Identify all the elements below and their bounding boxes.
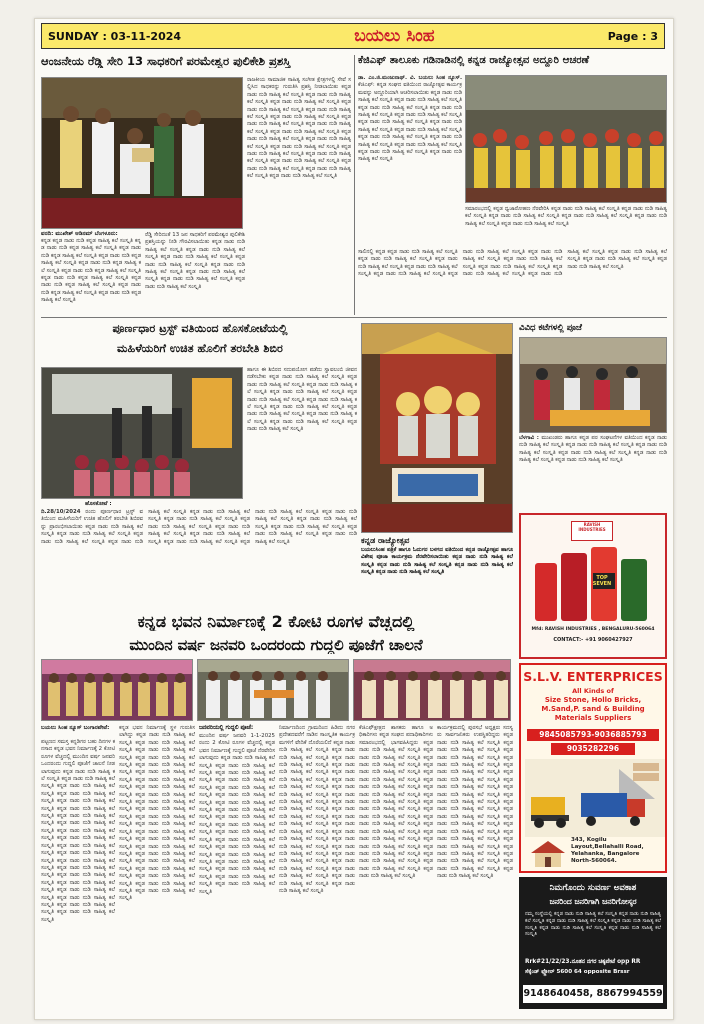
masthead: [41, 23, 665, 49]
story5-heading: ವಿವಿಧ ಕಟೆಗಳಲ್ಲಿ ಪೂಜೆ: [519, 323, 582, 333]
story2-headline: ಕೆಜಿಎಫ್ ತಾಲೂಕು ಗಡಿನಾಡಿನಲ್ಲಿ ಕನ್ನಡ ರಾಜ್ಯೋತ್ಸವ ಅದ್ದೂರಿ ಆಚರಣೆ: [358, 55, 590, 66]
story3-text-bottom: ದಿ.28/10/2024 ರಂದು ಪೂರ್ಣಧಾರ ಟ್ರಸ್ಟ್ ವತಿಯಿಂದ ಮಹಿಳೆಯರಿಗೆ ಉಚಿತ ಹೊಲಿಗೆ ತರಬೇತಿ ಶಿಬಿರವನ್ನು ಪ್ರಾರಂಭಿಸಲಾಯಿತು ಕನ್ನಡ ನಾಡು ನುಡಿ ಸಾಹಿತ್ಯ ಕಲೆ ಸಂಸ್ಕೃತಿ ಕನ್ನಡ ನಾಡು ನುಡಿ ಸಾಹಿತ್ಯ ಕಲೆ ಸಂಸ್ಕೃತಿ ಕನ್ನಡ ನಾಡು ನುಡಿ ಸಾಹಿತ್ಯ ಕಲೆ ಸಂಸ್ಕೃತಿ ಕನ್ನಡ ನಾಡು ನುಡಿ ಸಾಹಿತ್ಯ ಕಲೆ ಸಂಸ್ಕೃತಿ ಕನ್ನಡ ನಾಡು ನುಡಿ ಸಾಹಿತ್ಯ ಕಲೆ ಸಂಸ್ಕೃತಿ ಕನ್ನಡ ನಾಡು ನುಡಿ ಸಾಹಿತ್ಯ ಕಲೆ ಸಂಸ್ಕೃತಿ ಕನ್ನಡ ನಾಡು ನುಡಿ ಸಾಹಿತ್ಯ ಕಲೆ ಸಂಸ್ಕೃತಿ ಕನ್ನಡ ನಾಡು ನುಡಿ ಸಾಹಿತ್ಯ ಕಲೆ ಸಂಸ್ಕೃತಿ ಕನ್ನಡ ನಾಡು ನುಡಿ ಸಾಹಿತ್ಯ ಕಲೆ ಸಂಸ್ಕೃತಿ ಕನ್ನಡ ನಾಡು ನುಡಿ ಸಾಹಿತ್ಯ ಕಲೆ ಸಂಸ್ಕೃತಿ ಕನ್ನಡ ನಾಡು ನುಡಿ ಸಾಹಿತ್ಯ ಕಲೆ ಸಂಸ್ಕೃತಿ ಕನ್ನಡ ನಾಡು ನುಡಿ ಸಾಹಿತ್ಯ ಕಲೆ ಸಂಸ್ಕೃತಿ ಕನ್ನಡ ನಾಡು ನುಡಿ ಸಾಹಿತ್ಯ ಕಲೆ ಸಂಸ್ಕೃತಿ ಕನ್ನಡ ನಾಡು ನುಡಿ ಸಾಹಿತ್ಯ ಕಲೆ ಸಂಸ್ಕೃತಿ ಕನ್ನಡ ನಾಡು ನುಡಿ ಸಾಹಿತ್ಯ ಕಲೆ ಸಂಸ್ಕೃತಿ ಕನ್ನಡ ನಾಡು ನುಡಿ ಸಾಹಿತ್ಯ ಕಲೆ ಸಂಸ್ಕೃತಿ: [41, 509, 357, 545]
section-divider: [41, 317, 667, 318]
story1-caption: ವರದಿ: ಮುಖೇಶ್ ಆಡಿನಮ್ ಬೆಂಗಳೂರು:: [41, 231, 118, 237]
main-text-col5: ಕೆಜಿಎಫ್ಕ್ಷೇತ್ರದ ಶಾಸಕರು ಹಾಗೂ ಅಧಿಕಾರಿಗಳು ಕನ್ನಡ ಸಂಘದ ಪದಾಧಿಕಾರಿಗಳು ಸಮಾರಂಭದಲ್ಲಿ ಭಾಗವಹಿಸಿದ್ದರು ಕನ್ನಡ ನಾಡು ನುಡಿ ಸಾಹಿತ್ಯ ಕಲೆ ಸಂಸ್ಕೃತಿ ಕನ್ನಡ ನಾಡು ನುಡಿ ಸಾಹಿತ್ಯ ಕಲೆ ಸಂಸ್ಕೃತಿ ಕನ್ನಡ ನಾಡು ನುಡಿ ಸಾಹಿತ್ಯ ಕಲೆ ಸಂಸ್ಕೃತಿ ಕನ್ನಡ ನಾಡು ನುಡಿ ಸಾಹಿತ್ಯ ಕಲೆ ಸಂಸ್ಕೃತಿ ಕನ್ನಡ ನಾಡು ನುಡಿ ಸಾಹಿತ್ಯ ಕಲೆ ಸಂಸ್ಕೃತಿ ಕನ್ನಡ ನಾಡು ನುಡಿ ಸಾಹಿತ್ಯ ಕಲೆ ಸಂಸ್ಕೃತಿ ಕನ್ನಡ ನಾಡು ನುಡಿ ಸಾಹಿತ್ಯ ಕಲೆ ಸಂಸ್ಕೃತಿ ಕನ್ನಡ ನಾಡು ನುಡಿ ಸಾಹಿತ್ಯ ಕಲೆ ಸಂಸ್ಕೃತಿ ಕನ್ನಡ ನಾಡು ನುಡಿ ಸಾಹಿತ್ಯ ಕಲೆ ಸಂಸ್ಕೃತಿ ಕನ್ನಡ ನಾಡು ನುಡಿ ಸಾಹಿತ್ಯ ಕಲೆ ಸಂಸ್ಕೃತಿ ಕನ್ನಡ ನಾಡು ನುಡಿ ಸಾಹಿತ್ಯ ಕಲೆ ಸಂಸ್ಕೃತಿ ಕನ್ನಡ ನಾಡು ನುಡಿ ಸಾಹಿತ್ಯ ಕಲೆ ಸಂಸ್ಕೃತಿ ಕನ್ನಡ ನಾಡು ನುಡಿ ಸಾಹಿತ್ಯ ಕಲೆ ಸಂಸ್ಕೃತಿ ಕನ್ನಡ ನಾಡು ನುಡಿ ಸಾಹಿತ್ಯ ಕಲೆ ಸಂಸ್ಕೃತಿ ಕನ್ನಡ ನಾಡು ನುಡಿ ಸಾಹಿತ್ಯ ಕಲೆ ಸಂಸ್ಕೃತಿ ಕನ್ನಡ ನಾಡು ನುಡಿ ಸಾಹಿತ್ಯ ಕಲೆ ಸಂಸ್ಕೃತಿ ಕನ್ನಡ ನಾಡು ನುಡಿ ಸಾಹಿತ್ಯ ಕಲೆ ಸಂಸ್ಕೃತಿ ಕನ್ನಡ ನಾಡು ನುಡಿ ಸಾಹಿತ್ಯ ಕಲೆ ಸಂಸ್ಕೃತಿ: [359, 725, 433, 880]
main-headline-line2: ಮುಂದಿನ ವರ್ಷ ಜನವರಿ ಒಂದರಂದು ಗುದ್ದಲಿ ಪೂಜೆಗೆ ಚಾಲನೆ: [129, 637, 423, 654]
classified-phones: 9148640458, 8867994559: [523, 985, 663, 1003]
ravish-logo: RAVISH INDUSTRIES: [571, 521, 613, 541]
story4-heading: ಕನ್ನಡ ರಾಜ್ಯೋತ್ಸವ: [361, 536, 410, 545]
story1-text-col1: ಕನ್ನಡ ಕನ್ನಡ ನಾಡು ನುಡಿ ಕನ್ನಡ ಸಾಹಿತ್ಯ ಕಲೆ ಸಂಸ್ಕೃತಿ ಕನ್ನಡ ನಾಡು ನುಡಿ ಕನ್ನಡ ಸಾಹಿತ್ಯ ಕಲೆ ಸಂಸ್ಕೃತಿ ಕನ್ನಡ ನಾಡು ನುಡಿ ಕನ್ನಡ ಸಾಹಿತ್ಯ ಕಲೆ ಸಂಸ್ಕೃತಿ ಕನ್ನಡ ನಾಡು ನುಡಿ ಕನ್ನಡ ಸಾಹಿತ್ಯ ಕಲೆ ಸಂಸ್ಕೃತಿ ಕನ್ನಡ ನಾಡು ನುಡಿ ಕನ್ನಡ ಸಾಹಿತ್ಯ ಕಲೆ ಸಂಸ್ಕೃತಿ ಕನ್ನಡ ನಾಡು ನುಡಿ ಕನ್ನಡ ಸಾಹಿತ್ಯ ಕಲೆ ಸಂಸ್ಕೃತಿ ಕನ್ನಡ ನಾಡು ನುಡಿ ಕನ್ನಡ ಸಾಹಿತ್ಯ ಕಲೆ ಸಂಸ್ಕೃತಿ ಕನ್ನಡ ನಾಡು ನುಡಿ ಕನ್ನಡ ಸಾಹಿತ್ಯ ಕಲೆ ಸಂಸ್ಕೃತಿ ಕನ್ನಡ ನಾಡು ನುಡಿ ಕನ್ನಡ ಸಾಹಿತ್ಯ ಕಲೆ ಸಂಸ್ಕೃತಿ ಕನ್ನಡ ನಾಡು ನುಡಿ ಕನ್ನಡ ಸಾಹಿತ್ಯ ಕಲೆ ಸಂಸ್ಕೃತಿ: [41, 238, 141, 304]
story3-caption: ಹೊಸಕೋಟೆ :: [85, 501, 112, 507]
main-text-col1: ಪಟ್ಟಣದ ಸಮಸ್ತ ಕನ್ನಡಿಗರ ಬಹು ದಿನಗಳ ಕನಸಾದ ಕನ್ನಡ ಭವನ ನಿರ್ಮಾಣಕ್ಕೆ 2 ಕೋಟಿ ರೂಗಳ ವೆಚ್ಚದಲ್ಲಿ ಮುಂದಿನ ವರ್ಷ ಜನವರಿ ಒಂದರಂದು ಗುದ್ದಲಿ ಪೂಜೆಗೆ ಚಾಲನೆ ನೀಡಲಾಗುವುದು ಕನ್ನಡ ನಾಡು ನುಡಿ ಸಾಹಿತ್ಯ ಕಲೆ ಸಂಸ್ಕೃತಿ ಕನ್ನಡ ನಾಡು ನುಡಿ ಸಾಹಿತ್ಯ ಕಲೆ ಸಂಸ್ಕೃತಿ ಕನ್ನಡ ನಾಡು ನುಡಿ ಸಾಹಿತ್ಯ ಕಲೆ ಸಂಸ್ಕೃತಿ ಕನ್ನಡ ನಾಡು ನುಡಿ ಸಾಹಿತ್ಯ ಕಲೆ ಸಂಸ್ಕೃತಿ ಕನ್ನಡ ನಾಡು ನುಡಿ ಸಾಹಿತ್ಯ ಕಲೆ ಸಂಸ್ಕೃತಿ ಕನ್ನಡ ನಾಡು ನುಡಿ ಸಾಹಿತ್ಯ ಕಲೆ ಸಂಸ್ಕೃತಿ ಕನ್ನಡ ನಾಡು ನುಡಿ ಸಾಹಿತ್ಯ ಕಲೆ ಸಂಸ್ಕೃತಿ ಕನ್ನಡ ನಾಡು ನುಡಿ ಸಾಹಿತ್ಯ ಕಲೆ ಸಂಸ್ಕೃತಿ ಕನ್ನಡ ನಾಡು ನುಡಿ ಸಾಹಿತ್ಯ ಕಲೆ ಸಂಸ್ಕೃತಿ ಕನ್ನಡ ನಾಡು ನುಡಿ ಸಾಹಿತ್ಯ ಕಲೆ ಸಂಸ್ಕೃತಿ ಕನ್ನಡ ನಾಡು ನುಡಿ ಸಾಹಿತ್ಯ ಕಲೆ ಸಂಸ್ಕೃತಿ ಕನ್ನಡ ನಾಡು ನುಡಿ ಸಾಹಿತ್ಯ ಕಲೆ ಸಂಸ್ಕೃತಿ ಕನ್ನಡ ನಾಡು ನುಡಿ ಸಾಹಿತ್ಯ ಕಲೆ ಸಂಸ್ಕೃತಿ ಕನ್ನಡ ನಾಡು ನುಡಿ ಸಾಹಿತ್ಯ ಕಲೆ ಸಂಸ್ಕೃತಿ ಕನ್ನಡ ನಾಡು ನುಡಿ ಸಾಹಿತ್ಯ ಕಲೆ ಸಂಸ್ಕೃತಿ ಕನ್ನಡ ನಾಡು ನುಡಿ ಸಾಹಿತ್ಯ ಕಲೆ ಸಂಸ್ಕೃತಿ ಕನ್ನಡ ನಾಡು ನುಡಿ ಸಾಹಿತ್ಯ ಕಲೆ ಸಂಸ್ಕೃತಿ ಕನ್ನಡ ನಾಡು ನುಡಿ ಸಾಹಿತ್ಯ ಕಲೆ ಸಂಸ್ಕೃತಿ ಕನ್ನಡ ನಾಡು ನುಡಿ ಸಾಹಿತ್ಯ ಕಲೆ ಸಂಸ್ಕೃತಿ ಕನ್ನಡ ನಾಡು ನುಡಿ ಸಾಹಿತ್ಯ ಕಲೆ ಸಂಸ್ಕೃತಿ: [41, 739, 115, 923]
slv-phone2: 9035282296: [551, 743, 635, 755]
masthead-date: SUNDAY : 03-11-2024: [48, 29, 182, 43]
classified-subtitle: ಜನರಿಂದ ಜನರಿಗಾಗಿ ಜನರಿಗೋಸ್ಕರ: [549, 897, 637, 906]
column-divider: [354, 55, 355, 315]
main-text-col4: ನಿರ್ಮಾಣದಿಂದ ಗ್ರಾಮದಿಂದ ಹಿಡಿದು ನಗರ ಪ್ರದೇಶದವರೆಗೆ ನಾಡಿನ ಸಾಂಸ್ಕೃತಿಕ ಕಾರ್ಯಕ್ರಮಗಳಿಗೆ ವೇದಿಕೆ ದೊರೆಯಲಿದೆ ಕನ್ನಡ ನಾಡು ನುಡಿ ಸಾಹಿತ್ಯ ಕಲೆ ಸಂಸ್ಕೃತಿ ಕನ್ನಡ ನಾಡು ನುಡಿ ಸಾಹಿತ್ಯ ಕಲೆ ಸಂಸ್ಕೃತಿ ಕನ್ನಡ ನಾಡು ನುಡಿ ಸಾಹಿತ್ಯ ಕಲೆ ಸಂಸ್ಕೃತಿ ಕನ್ನಡ ನಾಡು ನುಡಿ ಸಾಹಿತ್ಯ ಕಲೆ ಸಂಸ್ಕೃತಿ ಕನ್ನಡ ನಾಡು ನುಡಿ ಸಾಹಿತ್ಯ ಕಲೆ ಸಂಸ್ಕೃತಿ ಕನ್ನಡ ನಾಡು ನುಡಿ ಸಾಹಿತ್ಯ ಕಲೆ ಸಂಸ್ಕೃತಿ ಕನ್ನಡ ನಾಡು ನುಡಿ ಸಾಹಿತ್ಯ ಕಲೆ ಸಂಸ್ಕೃತಿ ಕನ್ನಡ ನಾಡು ನುಡಿ ಸಾಹಿತ್ಯ ಕಲೆ ಸಂಸ್ಕೃತಿ ಕನ್ನಡ ನಾಡು ನುಡಿ ಸಾಹಿತ್ಯ ಕಲೆ ಸಂಸ್ಕೃತಿ ಕನ್ನಡ ನಾಡು ನುಡಿ ಸಾಹಿತ್ಯ ಕಲೆ ಸಂಸ್ಕೃತಿ ಕನ್ನಡ ನಾಡು ನುಡಿ ಸಾಹಿತ್ಯ ಕಲೆ ಸಂಸ್ಕೃತಿ ಕನ್ನಡ ನಾಡು ನುಡಿ ಸಾಹಿತ್ಯ ಕಲೆ ಸಂಸ್ಕೃತಿ ಕನ್ನಡ ನಾಡು ನುಡಿ ಸಾಹಿತ್ಯ ಕಲೆ ಸಂಸ್ಕೃತಿ ಕನ್ನಡ ನಾಡು ನುಡಿ ಸಾಹಿತ್ಯ ಕಲೆ ಸಂಸ್ಕೃತಿ ಕನ್ನಡ ನಾಡು ನುಡಿ ಸಾಹಿತ್ಯ ಕಲೆ ಸಂಸ್ಕೃತಿ ಕನ್ನಡ ನಾಡು ನುಡಿ ಸಾಹಿತ್ಯ ಕಲೆ ಸಂಸ್ಕೃತಿ ಕನ್ನಡ ನಾಡು ನುಡಿ ಸಾಹಿತ್ಯ ಕಲೆ ಸಂಸ್ಕೃತಿ ಕನ್ನಡ ನಾಡು ನುಡಿ ಸಾಹಿತ್ಯ ಕಲೆ ಸಂಸ್ಕೃತಿ ಕನ್ನಡ ನಾಡು ನುಡಿ ಸಾಹಿತ್ಯ ಕಲೆ ಸಂಸ್ಕೃತಿ ಕನ್ನಡ ನಾಡು ನುಡಿ ಸಾಹಿತ್ಯ ಕಲೆ ಸಂಸ್ಕೃತಿ: [279, 725, 355, 894]
slv-address: 343, Kogilu Layout,Bellahalli Road, Yelahanka, Bangalore North-560064.: [571, 837, 644, 864]
ravish-product-name: TOP SEVEN: [592, 575, 612, 587]
story2-text-col1: ಡಾ. ಎಂ.ಜಿ.ಮಂಜುನಾಥ್. ವಿ. ಬಯಲು ಸಿಂಹ ನ್ಯೂಸ್. ಕೆಜಿಎಫ್: ಕನ್ನಡ ಸಂಘದ ವತಿಯಿಂದ ರಾಜ್ಯೋತ್ಸವ ಕಾರ್ಯಕ್ರಮವನ್ನು ಅದ್ದೂರಿಯಾಗಿ ಆಚರಿಸಲಾಯಿತು ಕನ್ನಡ ನಾಡು ನುಡಿ ಸಾಹಿತ್ಯ ಕಲೆ ಸಂಸ್ಕೃತಿ ಕನ್ನಡ ನಾಡು ನುಡಿ ಸಾಹಿತ್ಯ ಕಲೆ ಸಂಸ್ಕೃತಿ ಕನ್ನಡ ನಾಡು ನುಡಿ ಸಾಹಿತ್ಯ ಕಲೆ ಸಂಸ್ಕೃತಿ ಕನ್ನಡ ನಾಡು ನುಡಿ ಸಾಹಿತ್ಯ ಕಲೆ ಸಂಸ್ಕೃತಿ ಕನ್ನಡ ನಾಡು ನುಡಿ ಸಾಹಿತ್ಯ ಕಲೆ ಸಂಸ್ಕೃತಿ ಕನ್ನಡ ನಾಡು ನುಡಿ ಸಾಹಿತ್ಯ ಕಲೆ ಸಂಸ್ಕೃತಿ ಕನ್ನಡ ನಾಡು ನುಡಿ ಸಾಹಿತ್ಯ ಕಲೆ ಸಂಸ್ಕೃತಿ ಕನ್ನಡ ನಾಡು ನುಡಿ ಸಾಹಿತ್ಯ ಕಲೆ ಸಂಸ್ಕೃತಿ ಕನ್ನಡ ನಾಡು ನುಡಿ ಸಾಹಿತ್ಯ ಕಲೆ ಸಂಸ್ಕೃತಿ ಕನ್ನಡ ನಾಡು ನುಡಿ ಸಾಹಿತ್ಯ ಕಲೆ ಸಂಸ್ಕೃತಿ ಕನ್ನಡ ನಾಡು ನುಡಿ ಸಾಹಿತ್ಯ ಕಲೆ ಸಂಸ್ಕೃತಿ ಕನ್ನಡ ನಾಡು ನುಡಿ ಸಾಹಿತ್ಯ ಕಲೆ ಸಂಸ್ಕೃತಿ ಕನ್ನಡ ನಾಡು ನುಡಿ ಸಾಹಿತ್ಯ ಕಲೆ ಸಂಸ್ಕೃತಿ: [358, 75, 462, 163]
newspaper-page: [34, 18, 674, 1020]
main-photo-2: [197, 659, 349, 721]
main-text-col2: ಕನ್ನಡ ಭವನ ನಿರ್ಮಾಣಕ್ಕೆ ಸ್ಥಳ ಗುರುತಿಸಲಾಗಿದ್ದು ಕನ್ನಡ ನಾಡು ನುಡಿ ಸಾಹಿತ್ಯ ಕಲೆ ಸಂಸ್ಕೃತಿ ಕನ್ನಡ ನಾಡು ನುಡಿ ಸಾಹಿತ್ಯ ಕಲೆ ಸಂಸ್ಕೃತಿ ಕನ್ನಡ ನಾಡು ನುಡಿ ಸಾಹಿತ್ಯ ಕಲೆ ಸಂಸ್ಕೃತಿ ಕನ್ನಡ ನಾಡು ನುಡಿ ಸಾಹಿತ್ಯ ಕಲೆ ಸಂಸ್ಕೃತಿ ಕನ್ನಡ ನಾಡು ನುಡಿ ಸಾಹಿತ್ಯ ಕಲೆ ಸಂಸ್ಕೃತಿ ಕನ್ನಡ ನಾಡು ನುಡಿ ಸಾಹಿತ್ಯ ಕಲೆ ಸಂಸ್ಕೃತಿ ಕನ್ನಡ ನಾಡು ನುಡಿ ಸಾಹಿತ್ಯ ಕಲೆ ಸಂಸ್ಕೃತಿ ಕನ್ನಡ ನಾಡು ನುಡಿ ಸಾಹಿತ್ಯ ಕಲೆ ಸಂಸ್ಕೃತಿ ಕನ್ನಡ ನಾಡು ನುಡಿ ಸಾಹಿತ್ಯ ಕಲೆ ಸಂಸ್ಕೃತಿ ಕನ್ನಡ ನಾಡು ನುಡಿ ಸಾಹಿತ್ಯ ಕಲೆ ಸಂಸ್ಕೃತಿ ಕನ್ನಡ ನಾಡು ನುಡಿ ಸಾಹಿತ್ಯ ಕಲೆ ಸಂಸ್ಕೃತಿ ಕನ್ನಡ ನಾಡು ನುಡಿ ಸಾಹಿತ್ಯ ಕಲೆ ಸಂಸ್ಕೃತಿ ಕನ್ನಡ ನಾಡು ನುಡಿ ಸಾಹಿತ್ಯ ಕಲೆ ಸಂಸ್ಕೃತಿ ಕನ್ನಡ ನಾಡು ನುಡಿ ಸಾಹಿತ್ಯ ಕಲೆ ಸಂಸ್ಕೃತಿ ಕನ್ನಡ ನಾಡು ನುಡಿ ಸಾಹಿತ್ಯ ಕಲೆ ಸಂಸ್ಕೃತಿ ಕನ್ನಡ ನಾಡು ನುಡಿ ಸಾಹಿತ್ಯ ಕಲೆ ಸಂಸ್ಕೃತಿ ಕನ್ನಡ ನಾಡು ನುಡಿ ಸಾಹಿತ್ಯ ಕಲೆ ಸಂಸ್ಕೃತಿ ಕನ್ನಡ ನಾಡು ನುಡಿ ಸಾಹಿತ್ಯ ಕಲೆ ಸಂಸ್ಕೃತಿ ಕನ್ನಡ ನಾಡು ನುಡಿ ಸಾಹಿತ್ಯ ಕಲೆ ಸಂಸ್ಕೃತಿ ಕನ್ನಡ ನಾಡು ನುಡಿ ಸಾಹಿತ್ಯ ಕಲೆ ಸಂಸ್ಕೃತಿ ಕನ್ನಡ ನಾಡು ನುಡಿ ಸಾಹಿತ್ಯ ಕಲೆ ಸಂಸ್ಕೃತಿ ಕನ್ನಡ ನಾಡು ನುಡಿ ಸಾಹಿತ್ಯ ಕಲೆ ಸಂಸ್ಕೃತಿ: [119, 725, 195, 902]
story1-text-col2: ರೆಡ್ಡಿ ಸೇರಿದಂತೆ 13 ಜನ ಸಾಧಕರಿಗೆ ಪರಮೇಶ್ವರ ಪುಲಿಕೇಶಿ ಪ್ರಶಸ್ತಿಯನ್ನು ನೀಡಿ ಗೌರವಿಸಲಾಯಿತು ಕನ್ನಡ ನಾಡು ನುಡಿ ಸಾಹಿತ್ಯ ಕಲೆ ಸಂಸ್ಕೃತಿ ಕನ್ನಡ ನಾಡು ನುಡಿ ಸಾಹಿತ್ಯ ಕಲೆ ಸಂಸ್ಕೃತಿ ಕನ್ನಡ ನಾಡು ನುಡಿ ಸಾಹಿತ್ಯ ಕಲೆ ಸಂಸ್ಕೃತಿ ಕನ್ನಡ ನಾಡು ನುಡಿ ಸಾಹಿತ್ಯ ಕಲೆ ಸಂಸ್ಕೃತಿ ಕನ್ನಡ ನಾಡು ನುಡಿ ಸಾಹಿತ್ಯ ಕಲೆ ಸಂಸ್ಕೃತಿ ಕನ್ನಡ ನಾಡು ನುಡಿ ಸಾಹಿತ್ಯ ಕಲೆ ಸಂಸ್ಕೃತಿ ಕನ್ನಡ ನಾಡು ನುಡಿ ಸಾಹಿತ್ಯ ಕಲೆ ಸಂಸ್ಕೃತಿ ಕನ್ನಡ ನಾಡು ನುಡಿ ಸಾಹಿತ್ಯ ಕಲೆ ಸಂಸ್ಕೃತಿ: [145, 232, 245, 290]
slv-phone1: 9845085793-9036885793: [527, 729, 659, 741]
slv-construction-image: [525, 759, 665, 837]
house-icon: [529, 839, 567, 869]
story1-text-col3: ರಾಜಕೀಯ ಸಾಮಾಜಿಕ ಸಾಹಿತ್ಯ ಸಂಗೀತ ಕ್ಷೇತ್ರಗಳಲ್ಲಿ ಸೇವೆ ಸಲ್ಲಿಸಿದ ಸಾಧಕರನ್ನು ಗುರುತಿಸಿ ಪ್ರಶಸ್ತಿ ನೀಡಲಾಯಿತು ಕನ್ನಡ ನಾಡು ನುಡಿ ಸಾಹಿತ್ಯ ಕಲೆ ಸಂಸ್ಕೃತಿ ಕನ್ನಡ ನಾಡು ನುಡಿ ಸಾಹಿತ್ಯ ಕಲೆ ಸಂಸ್ಕೃತಿ ಕನ್ನಡ ನಾಡು ನುಡಿ ಸಾಹಿತ್ಯ ಕಲೆ ಸಂಸ್ಕೃತಿ ಕನ್ನಡ ನಾಡು ನುಡಿ ಸಾಹಿತ್ಯ ಕಲೆ ಸಂಸ್ಕೃತಿ ಕನ್ನಡ ನಾಡು ನುಡಿ ಸಾಹಿತ್ಯ ಕಲೆ ಸಂಸ್ಕೃತಿ ಕನ್ನಡ ನಾಡು ನುಡಿ ಸಾಹಿತ್ಯ ಕಲೆ ಸಂಸ್ಕೃತಿ ಕನ್ನಡ ನಾಡು ನುಡಿ ಸಾಹಿತ್ಯ ಕಲೆ ಸಂಸ್ಕೃತಿ ಕನ್ನಡ ನಾಡು ನುಡಿ ಸಾಹಿತ್ಯ ಕಲೆ ಸಂಸ್ಕೃತಿ ಕನ್ನಡ ನಾಡು ನುಡಿ ಸಾಹಿತ್ಯ ಕಲೆ ಸಂಸ್ಕೃತಿ ಕನ್ನಡ ನಾಡು ನುಡಿ ಸಾಹಿತ್ಯ ಕಲೆ ಸಂಸ್ಕೃತಿ ಕನ್ನಡ ನಾಡು ನುಡಿ ಸಾಹಿತ್ಯ ಕಲೆ ಸಂಸ್ಕೃತಿ ಕನ್ನಡ ನಾಡು ನುಡಿ ಸಾಹಿತ್ಯ ಕಲೆ ಸಂಸ್ಕೃತಿ ಕನ್ನಡ ನಾಡು ನುಡಿ ಸಾಹಿತ್ಯ ಕಲೆ ಸಂಸ್ಕೃತಿ ಕನ್ನಡ ನಾಡು ನುಡಿ ಸಾಹಿತ್ಯ ಕಲೆ ಸಂಸ್ಕೃತಿ ಕನ್ನಡ ನಾಡು ನುಡಿ ಸಾಹಿತ್ಯ ಕಲೆ ಸಂಸ್ಕೃತಿ ಕನ್ನಡ ನಾಡು ನುಡಿ ಸಾಹಿತ್ಯ ಕಲೆ ಸಂಸ್ಕೃತಿ ಕನ್ನಡ ನಾಡು ನುಡಿ ಸಾಹಿತ್ಯ ಕಲೆ ಸಂಸ್ಕೃತಿ ಕನ್ನಡ ನಾಡು ನುಡಿ ಸಾಹಿತ್ಯ ಕಲೆ ಸಂಸ್ಕೃತಿ: [247, 77, 351, 180]
ravish-ad-line2: CONTACT:- +91 9060427927: [553, 637, 633, 643]
story5-text: ಬೆಳಗಾವಿ : ಮುಖಂಡರು ಹಾಗೂ ಕನ್ನಡ ಪರ ಸಂಘಟನೆಗಳ ವತಿಯಿಂದ ಕನ್ನಡ ನಾಡು ನುಡಿ ಸಾಹಿತ್ಯ ಕಲೆ ಸಂಸ್ಕೃತಿ ಕನ್ನಡ ನಾಡು ನುಡಿ ಸಾಹಿತ್ಯ ಕಲೆ ಸಂಸ್ಕೃತಿ ಕನ್ನಡ ನಾಡು ನುಡಿ ಸಾಹಿತ್ಯ ಕಲೆ ಸಂಸ್ಕೃತಿ ಕನ್ನಡ ನಾಡು ನುಡಿ ಸಾಹಿತ್ಯ ಕಲೆ ಸಂಸ್ಕೃತಿ ಕನ್ನಡ ನಾಡು ನುಡಿ ಸಾಹಿತ್ಯ ಕಲೆ ಸಂಸ್ಕೃತಿ ಕನ್ನಡ ನಾಡು ನುಡಿ ಸಾಹಿತ್ಯ ಕಲೆ ಸಂಸ್ಕೃತಿ: [519, 435, 667, 464]
story1-headline: ಆಂಜನೇಯ ರೆಡ್ಡಿ ಸೇರಿ 13 ಸಾಧಕರಿಗೆ ಪರಮೇಶ್ವರ ಪುಲಿಕೇಶಿ ಪ್ರಶಸ್ತಿ: [41, 55, 291, 68]
story3-headline-line1: ಪೂರ್ಣಧಾರ ಟ್ರಸ್ಟ್ ವತಿಯಿಂದ ಹೊಸಕೋಟೆಯಲ್ಲಿ: [112, 323, 288, 335]
slv-items: Size Stone, Hollo Bricks, M.Sand,P. sand & Building Materials Suppliers: [541, 696, 645, 722]
story3-photo: [41, 367, 243, 499]
main-photo-1: [41, 659, 193, 721]
classified-address: Rrk#21/22/23.ನೂತನ ನಗರ ಚಿಕ್ಕಪೇಟೆ opp RR: [525, 959, 641, 965]
story4-caption-text: ಬಯಲುಸಿಂಹ ಪತ್ರಿಕೆ ಹಾಗೂ ಓದುಗರ ಬಳಗದ ವತಿಯಿಂದ ಕನ್ನಡ ರಾಜ್ಯೋತ್ಸವ ಹಾಗೂ: [361, 547, 513, 553]
story4-caption: ಬಯಲುಸಿಂಹ ಪತ್ರಿಕೆ ಹಾಗೂ ಓದುಗರ ಬಳಗದ ವತಿಯಿಂದ ಕನ್ನಡ ರಾಜ್ಯೋತ್ಸವ ಹಾಗೂ ವಿಶೇಷ ಪೂಜಾ ಕಾರ್ಯಕ್ರಮ ನೆರವೇರಿಸಲಾಯಿತು ಕನ್ನಡ ನಾಡು ನುಡಿ ಸಾಹಿತ್ಯ ಕಲೆ ಸಂಸ್ಕೃತಿ ಕನ್ನಡ ನಾಡು ನುಡಿ ಸಾಹಿತ್ಯ ಕಲೆ ಸಂಸ್ಕೃತಿ ಕನ್ನಡ ನಾಡು ನುಡಿ ಸಾಹಿತ್ಯ ಕಲೆ ಸಂಸ್ಕೃತಿ ಕನ್ನಡ ನಾಡು ನುಡಿ ಸಾಹಿತ್ಯ ಕಲೆ ಸಂಸ್ಕೃತಿ: [361, 547, 513, 576]
story2-byline: ಡಾ. ಎಂ.ಜಿ.ಮಂಜುನಾಥ್. ವಿ. ಬಯಲು ಸಿಂಹ ನ್ಯೂಸ್.: [358, 75, 462, 81]
slv-enterprises-ad: [519, 663, 667, 873]
main-headline-line1: ಕನ್ನಡ ಭವನ ನಿರ್ಮಾಣಕ್ಕೆ 2 ಕೋಟಿ ರೂಗಳ ವೆಚ್ಚದಲ್ಲಿ: [137, 613, 415, 631]
story5-caption: ಬೆಳಗಾವಿ :: [519, 435, 539, 441]
story3-headline-line2: ಮಹಿಳೆಯರಿಗೆ ಉಚಿತ ಹೊಲಿಗೆ ತರಬೇತಿ ಶಿಬಿರ: [117, 343, 283, 355]
story2-text-top: ಸಮಾರಂಭದಲ್ಲಿ ಕನ್ನಡ ಧ್ವಜಾರೋಹಣ ನೆರವೇರಿಸಿ ಕನ್ನಡ ನಾಡು ನುಡಿ ಸಾಹಿತ್ಯ ಕಲೆ ಸಂಸ್ಕೃತಿ ಕನ್ನಡ ನಾಡು ನುಡಿ ಸಾಹಿತ್ಯ ಕಲೆ ಸಂಸ್ಕೃತಿ ಕನ್ನಡ ನಾಡು ನುಡಿ ಸಾಹಿತ್ಯ ಕಲೆ ಸಂಸ್ಕೃತಿ ಕನ್ನಡ ನಾಡು ನುಡಿ ಸಾಹಿತ್ಯ ಕಲೆ ಸಂಸ್ಕೃತಿ ಕನ್ನಡ ನಾಡು ನುಡಿ ಸಾಹಿತ್ಯ ಕಲೆ ಸಂಸ್ಕೃತಿ ಕನ್ನಡ ನಾಡು ನುಡಿ ಸಾಹಿತ್ಯ ಕಲೆ ಸಂಸ್ಕೃತಿ: [465, 206, 667, 227]
classified-address2: ಸೆಕ್ಕೆಂಡ್ ಫ್ಲೋರ್ 5600 64 opposite Brssr: [525, 969, 630, 975]
classified-ad: [519, 877, 667, 1009]
ravish-ad-line1: Mfd: RAVISH INDUSTRIES , BENGALURU-560064: [531, 627, 655, 632]
ravish-ad: [519, 513, 667, 659]
classified-body: ನಮ್ಮ ಸಂಸ್ಥೆಯಲ್ಲಿ ಕನ್ನಡ ನಾಡು ನುಡಿ ಸಾಹಿತ್ಯ ಕಲೆ ಸಂಸ್ಕೃತಿ ಕನ್ನಡ ನಾಡು ನುಡಿ ಸಾಹಿತ್ಯ ಕಲೆ ಸಂಸ್ಕೃತಿ ಕನ್ನಡ ನಾಡು ನುಡಿ ಸಾಹಿತ್ಯ ಕಲೆ ಸಂಸ್ಕೃತಿ ಕನ್ನಡ ನಾಡು ನುಡಿ ಸಾಹಿತ್ಯ ಕಲೆ ಸಂಸ್ಕೃತಿ ಕನ್ನಡ ನಾಡು ನುಡಿ ಸಾಹಿತ್ಯ ಕಲೆ ಸಂಸ್ಕೃತಿ ಕನ್ನಡ ನಾಡು ನುಡಿ ಸಾಹಿತ್ಯ ಕಲೆ ಸಂಸ್ಕೃತಿ: [525, 911, 661, 938]
slv-subtitle: All Kinds of: [572, 687, 614, 695]
slv-title: S.L.V. ENTERPRICES: [523, 669, 663, 684]
masthead-title: ಬಯಲು ಸಿಂಹ: [354, 26, 435, 46]
main-text-col6: ಕಾರ್ಯಕ್ರಮದಲ್ಲಿ ಪುರಸಭೆ ಅಧ್ಯಕ್ಷರು ಸದಸ್ಯರು ಸಾರ್ವಜನಿಕರು ಉಪಸ್ಥಿತರಿದ್ದರು ಕನ್ನಡ ನಾಡು ನುಡಿ ಸಾಹಿತ್ಯ ಕಲೆ ಸಂಸ್ಕೃತಿ ಕನ್ನಡ ನಾಡು ನುಡಿ ಸಾಹಿತ್ಯ ಕಲೆ ಸಂಸ್ಕೃತಿ ಕನ್ನಡ ನಾಡು ನುಡಿ ಸಾಹಿತ್ಯ ಕಲೆ ಸಂಸ್ಕೃತಿ ಕನ್ನಡ ನಾಡು ನುಡಿ ಸಾಹಿತ್ಯ ಕಲೆ ಸಂಸ್ಕೃತಿ ಕನ್ನಡ ನಾಡು ನುಡಿ ಸಾಹಿತ್ಯ ಕಲೆ ಸಂಸ್ಕೃತಿ ಕನ್ನಡ ನಾಡು ನುಡಿ ಸಾಹಿತ್ಯ ಕಲೆ ಸಂಸ್ಕೃತಿ ಕನ್ನಡ ನಾಡು ನುಡಿ ಸಾಹಿತ್ಯ ಕಲೆ ಸಂಸ್ಕೃತಿ ಕನ್ನಡ ನಾಡು ನುಡಿ ಸಾಹಿತ್ಯ ಕಲೆ ಸಂಸ್ಕೃತಿ ಕನ್ನಡ ನಾಡು ನುಡಿ ಸಾಹಿತ್ಯ ಕಲೆ ಸಂಸ್ಕೃತಿ ಕನ್ನಡ ನಾಡು ನುಡಿ ಸಾಹಿತ್ಯ ಕಲೆ ಸಂಸ್ಕೃತಿ ಕನ್ನಡ ನಾಡು ನುಡಿ ಸಾಹಿತ್ಯ ಕಲೆ ಸಂಸ್ಕೃತಿ ಕನ್ನಡ ನಾಡು ನುಡಿ ಸಾಹಿತ್ಯ ಕಲೆ ಸಂಸ್ಕೃತಿ ಕನ್ನಡ ನಾಡು ನುಡಿ ಸಾಹಿತ್ಯ ಕಲೆ ಸಂಸ್ಕೃತಿ ಕನ್ನಡ ನಾಡು ನುಡಿ ಸಾಹಿತ್ಯ ಕಲೆ ಸಂಸ್ಕೃತಿ ಕನ್ನಡ ನಾಡು ನುಡಿ ಸಾಹಿತ್ಯ ಕಲೆ ಸಂಸ್ಕೃತಿ ಕನ್ನಡ ನಾಡು ನುಡಿ ಸಾಹಿತ್ಯ ಕಲೆ ಸಂಸ್ಕೃತಿ ಕನ್ನಡ ನಾಡು ನುಡಿ ಸಾಹಿತ್ಯ ಕಲೆ ಸಂಸ್ಕೃತಿ ಕನ್ನಡ ನಾಡು ನುಡಿ ಸಾಹಿತ್ಯ ಕಲೆ ಸಂಸ್ಕೃತಿ ಕನ್ನಡ ನಾಡು ನುಡಿ ಸಾಹಿತ್ಯ ಕಲೆ ಸಂಸ್ಕೃತಿ: [437, 725, 513, 880]
main-caption: ಬಯಲು ಸಿಂಹ ನ್ಯೂಸ್ ಬಂಗಾರಪೇಟೆ:: [41, 725, 110, 731]
main-photo-3: [353, 659, 511, 721]
story3-text-col-right: ಹಾಗೂ ಈ ಶಿಬಿರದ ಸದುಪಯೋಗ ಪಡೆದು ಸ್ವಾವಲಂಬಿ ಜೀವನ ನಡೆಸಬೇಕು ಕನ್ನಡ ನಾಡು ನುಡಿ ಸಾಹಿತ್ಯ ಕಲೆ ಸಂಸ್ಕೃತಿ ಕನ್ನಡ ನಾಡು ನುಡಿ ಸಾಹಿತ್ಯ ಕಲೆ ಸಂಸ್ಕೃತಿ ಕನ್ನಡ ನಾಡು ನುಡಿ ಸಾಹಿತ್ಯ ಕಲೆ ಸಂಸ್ಕೃತಿ ಕನ್ನಡ ನಾಡು ನುಡಿ ಸಾಹಿತ್ಯ ಕಲೆ ಸಂಸ್ಕೃತಿ ಕನ್ನಡ ನಾಡು ನುಡಿ ಸಾಹಿತ್ಯ ಕಲೆ ಸಂಸ್ಕೃತಿ ಕನ್ನಡ ನಾಡು ನುಡಿ ಸಾಹಿತ್ಯ ಕಲೆ ಸಂಸ್ಕೃತಿ ಕನ್ನಡ ನಾಡು ನುಡಿ ಸಾಹಿತ್ಯ ಕಲೆ ಸಂಸ್ಕೃತಿ ಕನ್ನಡ ನಾಡು ನುಡಿ ಸಾಹಿತ್ಯ ಕಲೆ ಸಂಸ್ಕೃತಿ ಕನ್ನಡ ನಾಡು ನುಡಿ ಸಾಹಿತ್ಯ ಕಲೆ ಸಂಸ್ಕೃತಿ ಕನ್ನಡ ನಾಡು ನುಡಿ ಸಾಹಿತ್ಯ ಕಲೆ ಸಂಸ್ಕೃತಿ ಕನ್ನಡ ನಾಡು ನುಡಿ ಸಾಹಿತ್ಯ ಕಲೆ ಸಂಸ್ಕೃತಿ: [247, 367, 357, 433]
story4-photo: [361, 323, 513, 533]
masthead-page-number: Page : 3: [607, 29, 658, 43]
story1-photo: [41, 77, 243, 229]
main-subhead: ಜನವರಿಯಲ್ಲಿ ಗುದ್ದಲಿ ಪೂಜೆ:: [199, 725, 254, 731]
story5-photo: [519, 337, 667, 433]
story2-photo: [465, 75, 667, 203]
story3-dateline: ದಿ.28/10/2024: [41, 509, 81, 515]
story2-text-bottom: ಸಾಲಿನಲ್ಲಿ ಕನ್ನಡ ಕನ್ನಡ ನಾಡು ನುಡಿ ಸಾಹಿತ್ಯ ಕಲೆ ಸಂಸ್ಕೃತಿ ಕನ್ನಡ ನಾಡು ನುಡಿ ಸಾಹಿತ್ಯ ಕಲೆ ಸಂಸ್ಕೃತಿ ಕನ್ನಡ ನಾಡು ನುಡಿ ಸಾಹಿತ್ಯ ಕಲೆ ಸಂಸ್ಕೃತಿ ಕನ್ನಡ ನಾಡು ನುಡಿ ಸಾಹಿತ್ಯ ಕಲೆ ಸಂಸ್ಕೃತಿ ಕನ್ನಡ ನಾಡು ನುಡಿ ಸಾಹಿತ್ಯ ಕಲೆ ಸಂಸ್ಕೃತಿ ಕನ್ನಡ ನಾಡು ನುಡಿ ಸಾಹಿತ್ಯ ಕಲೆ ಸಂಸ್ಕೃತಿ ಕನ್ನಡ ನಾಡು ನುಡಿ ಸಾಹಿತ್ಯ ಕಲೆ ಸಂಸ್ಕೃತಿ ಕನ್ನಡ ನಾಡು ನುಡಿ ಸಾಹಿತ್ಯ ಕಲೆ ಸಂಸ್ಕೃತಿ ಕನ್ನಡ ನಾಡು ನುಡಿ ಸಾಹಿತ್ಯ ಕಲೆ ಸಂಸ್ಕೃತಿ ಕನ್ನಡ ನಾಡು ನುಡಿ ಸಾಹಿತ್ಯ ಕಲೆ ಸಂಸ್ಕೃತಿ ಕನ್ನಡ ನಾಡು ನುಡಿ ಸಾಹಿತ್ಯ ಕಲೆ ಸಂಸ್ಕೃತಿ ಕನ್ನಡ ನಾಡು ನುಡಿ ಸಾಹಿತ್ಯ ಕಲೆ ಸಂಸ್ಕೃತಿ ಕನ್ನಡ ನಾಡು ನುಡಿ ಸಾಹಿತ್ಯ ಕಲೆ ಸಂಸ್ಕೃತಿ ಕನ್ನಡ ನಾಡು ನುಡಿ ಸಾಹಿತ್ಯ ಕಲೆ ಸಂಸ್ಕೃತಿ: [358, 249, 667, 278]
main-text-col3: ಮುಂದಿನ ವರ್ಷ ಜನವರಿ 1-1-2025 ರಂದು 2 ಕೋಟಿ ರೂಗಳ ವೆಚ್ಚದಲ್ಲಿ ಕನ್ನಡ ಭವನ ನಿರ್ಮಾಣಕ್ಕೆ ಗುದ್ದಲಿ ಪೂಜೆ ನೆರವೇರಿಸಲಾಗುವುದು ಕನ್ನಡ ನಾಡು ನುಡಿ ಸಾಹಿತ್ಯ ಕಲೆ ಸಂಸ್ಕೃತಿ ಕನ್ನಡ ನಾಡು ನುಡಿ ಸಾಹಿತ್ಯ ಕಲೆ ಸಂಸ್ಕೃತಿ ಕನ್ನಡ ನಾಡು ನುಡಿ ಸಾಹಿತ್ಯ ಕಲೆ ಸಂಸ್ಕೃತಿ ಕನ್ನಡ ನಾಡು ನುಡಿ ಸಾಹಿತ್ಯ ಕಲೆ ಸಂಸ್ಕೃತಿ ಕನ್ನಡ ನಾಡು ನುಡಿ ಸಾಹಿತ್ಯ ಕಲೆ ಸಂಸ್ಕೃತಿ ಕನ್ನಡ ನಾಡು ನುಡಿ ಸಾಹಿತ್ಯ ಕಲೆ ಸಂಸ್ಕೃತಿ ಕನ್ನಡ ನಾಡು ನುಡಿ ಸಾಹಿತ್ಯ ಕಲೆ ಸಂಸ್ಕೃತಿ ಕನ್ನಡ ನಾಡು ನುಡಿ ಸಾಹಿತ್ಯ ಕಲೆ ಸಂಸ್ಕೃತಿ ಕನ್ನಡ ನಾಡು ನುಡಿ ಸಾಹಿತ್ಯ ಕಲೆ ಸಂಸ್ಕೃತಿ ಕನ್ನಡ ನಾಡು ನುಡಿ ಸಾಹಿತ್ಯ ಕಲೆ ಸಂಸ್ಕೃತಿ ಕನ್ನಡ ನಾಡು ನುಡಿ ಸಾಹಿತ್ಯ ಕಲೆ ಸಂಸ್ಕೃತಿ ಕನ್ನಡ ನಾಡು ನುಡಿ ಸಾಹಿತ್ಯ ಕಲೆ ಸಂಸ್ಕೃತಿ ಕನ್ನಡ ನಾಡು ನುಡಿ ಸಾಹಿತ್ಯ ಕಲೆ ಸಂಸ್ಕೃತಿ ಕನ್ನಡ ನಾಡು ನುಡಿ ಸಾಹಿತ್ಯ ಕಲೆ ಸಂಸ್ಕೃತಿ ಕನ್ನಡ ನಾಡು ನುಡಿ ಸಾಹಿತ್ಯ ಕಲೆ ಸಂಸ್ಕೃತಿ ಕನ್ನಡ ನಾಡು ನುಡಿ ಸಾಹಿತ್ಯ ಕಲೆ ಸಂಸ್ಕೃತಿ ಕನ್ನಡ ನಾಡು ನುಡಿ ಸಾಹಿತ್ಯ ಕಲೆ ಸಂಸ್ಕೃತಿ ಕನ್ನಡ ನಾಡು ನುಡಿ ಸಾಹಿತ್ಯ ಕಲೆ ಸಂಸ್ಕೃತಿ: [199, 733, 275, 895]
classified-title: ನಿಮಗೊಂದು ಸುವರ್ಣ ಅವಕಾಶ: [549, 883, 637, 893]
